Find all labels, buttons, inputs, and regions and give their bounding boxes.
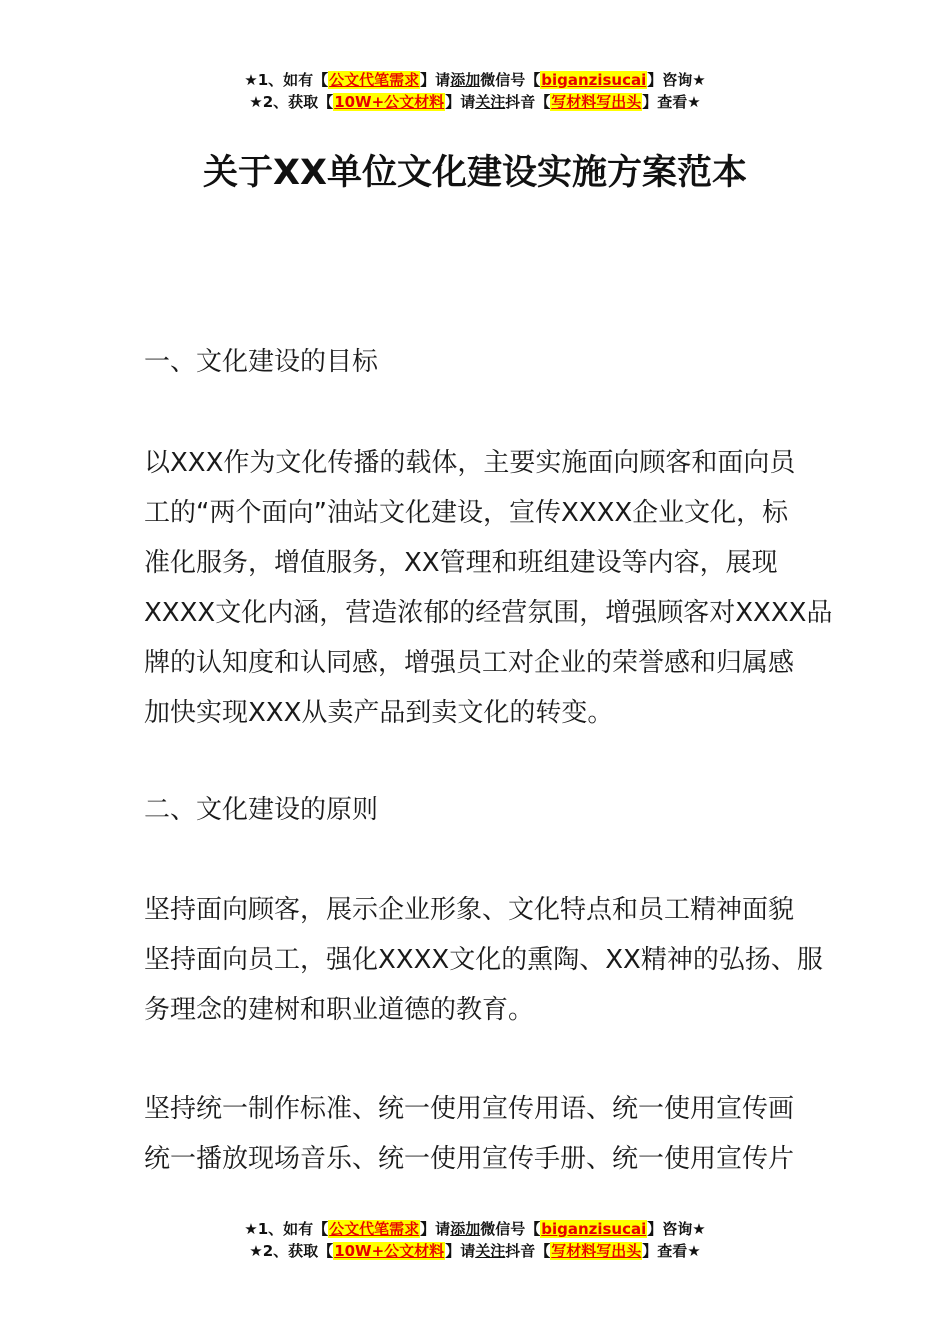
banner-text: 】查看★ — [642, 1242, 701, 1260]
footer-banner — [0, 1218, 950, 1262]
banner-text: 】查看★ — [642, 93, 701, 111]
section-heading-principles: 二、文化建设的原则 — [144, 795, 379, 825]
highlight-douyin-account: 写材料写出头 — [551, 93, 642, 111]
paragraph-line: XXXX文化内涵，营造浓郁的经营氛围，增强顾客对XXXX品 — [144, 598, 833, 628]
highlight-wechat-id: biganzisucai — [541, 71, 647, 89]
paragraph-line: 坚持面向顾客，展示企业形象、文化特点和员工精神面貌 — [144, 895, 795, 925]
paragraph-line: 牌的认知度和认同感，增强员工对企业的荣誉感和归属感 — [144, 648, 795, 678]
highlight-materials: 10W+公文材料 — [334, 93, 445, 111]
paragraph-line: 务理念的建树和职业道德的教育。 — [144, 995, 535, 1025]
banner-underlined-text: 关注 — [475, 1242, 506, 1260]
highlight-wechat-id: biganzisucai — [541, 1220, 647, 1238]
banner-text: 】咨询★ — [647, 71, 706, 89]
paragraph-line: 加快实现XXX从卖产品到卖文化的转变。 — [144, 698, 614, 728]
document-title: 关于XX单位文化建设实施方案范本 — [203, 153, 747, 193]
highlight-service: 公文代笔需求 — [329, 71, 420, 89]
banner-text: 微信号【 — [480, 71, 541, 89]
paragraph-goals — [144, 438, 833, 738]
section-heading-goals: 一、文化建设的目标 — [144, 347, 379, 377]
banner-text: 】请 — [420, 71, 451, 89]
banner-text: 微信号【 — [480, 1220, 541, 1238]
banner-underlined-text: 关注 — [475, 93, 506, 111]
paragraph-line: 工的“两个面向”油站文化建设，宣传XXXX企业文化，标 — [144, 498, 789, 528]
banner-line-2 — [0, 91, 950, 113]
paragraph-principles-2 — [144, 1084, 814, 1184]
banner-line-2 — [0, 1240, 950, 1262]
banner-text: ★2、获取【 — [249, 1242, 334, 1260]
banner-text: 】请 — [445, 1242, 476, 1260]
banner-underlined-text: 添加 — [450, 1220, 481, 1238]
header-banner — [0, 69, 950, 113]
paragraph-line: 准化服务，增值服务，XX管理和班组建设等内容，展现 — [144, 548, 778, 578]
banner-text: 】请 — [445, 93, 476, 111]
paragraph-line: 坚持面向员工，强化XXXX文化的熏陶、XX精神的弘扬、服 — [144, 945, 823, 975]
banner-text: 抖音【 — [505, 1242, 551, 1260]
highlight-service: 公文代笔需求 — [329, 1220, 420, 1238]
banner-line-1 — [0, 69, 950, 91]
highlight-materials: 10W+公文材料 — [334, 1242, 445, 1260]
banner-text: ★1、如有【 — [244, 1220, 329, 1238]
banner-text: ★1、如有【 — [244, 71, 329, 89]
banner-line-1 — [0, 1218, 950, 1240]
paragraph-principles-1 — [144, 885, 823, 1035]
paragraph-line: 坚持统一制作标准、统一使用宣传用语、统一使用宣传画 — [144, 1094, 795, 1124]
paragraph-line: 以XXX作为文化传播的载体，主要实施面向顾客和面向员 — [144, 448, 796, 478]
paragraph-line: 统一播放现场音乐、统一使用宣传手册、统一使用宣传片 — [144, 1144, 795, 1174]
banner-text: 】请 — [420, 1220, 451, 1238]
banner-text: ★2、获取【 — [249, 93, 334, 111]
banner-text: 】咨询★ — [647, 1220, 706, 1238]
highlight-douyin-account: 写材料写出头 — [551, 1242, 642, 1260]
banner-underlined-text: 添加 — [450, 71, 481, 89]
banner-text: 抖音【 — [505, 93, 551, 111]
